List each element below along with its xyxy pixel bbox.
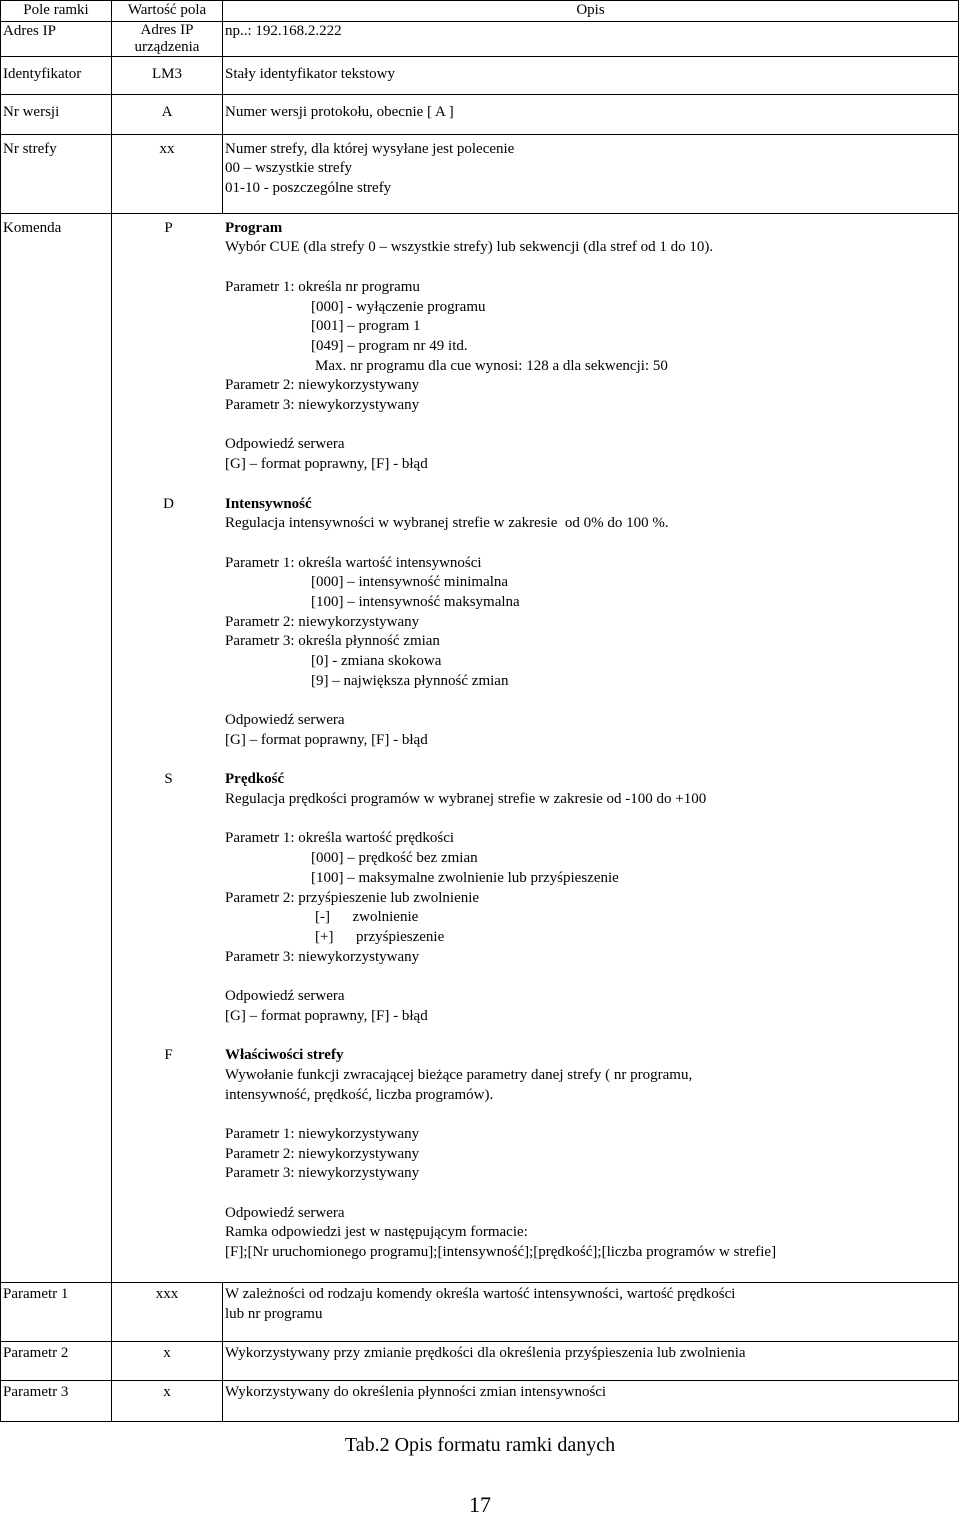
table-row-command (1, 213, 959, 1283)
desc-line: [G] – format poprawny, [F] - błąd (225, 456, 428, 473)
command-s (112, 770, 958, 1046)
row-value: xxx (112, 1283, 223, 1342)
row-description: Stały identyfikator tekstowy (223, 56, 959, 94)
row-field: Nr wersji (1, 94, 112, 134)
row-value: LM3 (112, 56, 223, 94)
table-row (1, 1381, 959, 1422)
command-p (112, 219, 958, 495)
desc-line: Odpowiedź serwera (225, 436, 345, 453)
spacer (225, 967, 958, 987)
desc-line: Wybór CUE (dla strefy 0 – wszystkie strefy) lub sekwencji (dla stref od 1 do 10). (225, 239, 714, 256)
table-row (1, 134, 959, 213)
spacer (225, 416, 958, 436)
row-value: Adres IP urządzenia (112, 21, 223, 56)
desc-line: Regulacja prędkości programów w wybranej strefie w zakresie od -100 do +100 (225, 791, 707, 807)
desc-line: Parametr 1: określa wartość intensywności (225, 554, 482, 571)
row-value: A (112, 94, 223, 134)
spacer (225, 1026, 958, 1046)
spacer (225, 1184, 958, 1204)
desc-line: Wywołanie funkcji zwracającej bieżące parametry danej strefy ( nr programu, (225, 1066, 693, 1083)
desc-line: Parametr 3: niewykorzystywany (225, 948, 420, 965)
table-row (1, 56, 959, 94)
spacer (225, 475, 958, 495)
desc-line: Max. nr programu dla cue wynosi: 128 a dla sekwencji: 50 (315, 357, 668, 374)
table-row (1, 21, 959, 56)
desc-line: Parametr 2: niewykorzystywany (225, 613, 420, 630)
desc-line: Parametr 2: przyśpieszenie lub zwolnienie (225, 889, 480, 906)
command-key: F (164, 1047, 173, 1064)
table-row (1, 94, 959, 134)
row-value: x (112, 1342, 223, 1381)
row-description: Wykorzystywany do określenia płynności zmian intensywności (223, 1381, 959, 1422)
command-key: P (164, 219, 173, 236)
command-key: S (164, 771, 173, 788)
row-field: Identyfikator (1, 56, 112, 94)
spacer (225, 1105, 958, 1125)
table-caption: Tab.2 Opis formatu ramki danych (344, 1434, 616, 1456)
command-d (112, 495, 958, 771)
desc-line: Parametr 3: niewykorzystywany (225, 397, 420, 414)
command-title: Program (225, 219, 283, 236)
desc-line: [F];[Nr uruchomionego programu];[intensywność];[prędkość];[liczba programów w strefie] (225, 1244, 777, 1261)
desc-line: Ramka odpowiedzi jest w następującym formacie: (225, 1224, 528, 1241)
header-value: Wartość pola (112, 1, 223, 22)
command-p-description (225, 219, 958, 495)
spacer (225, 258, 958, 278)
desc-line: Parametr 1: niewykorzystywany (225, 1125, 420, 1142)
desc-line: Parametr 1: określa wartość prędkości (225, 830, 455, 847)
row-value: xx (112, 134, 223, 213)
spacer (225, 692, 958, 712)
command-title: Prędkość (225, 771, 285, 788)
header-description: Opis (223, 1, 959, 22)
spacer (225, 751, 958, 771)
row-field: Komenda (1, 213, 112, 1283)
table-row (1, 1342, 959, 1381)
zone-line: 00 – wszystkie strefy (225, 160, 353, 177)
page-number: 17 (469, 1492, 491, 1517)
command-d-description (225, 495, 958, 771)
desc-line: Odpowiedź serwera (225, 712, 345, 729)
row-field: Nr strefy (1, 134, 112, 213)
desc-line: [000] – intensywność minimalna (311, 574, 509, 591)
command-s-description (225, 770, 958, 1046)
spacer (225, 810, 958, 830)
desc-line: Parametr 3: określa płynność zmian (225, 633, 440, 650)
row-description (223, 1283, 959, 1342)
command-title: Właściwości strefy (225, 1047, 344, 1064)
desc-line: Regulacja intensywności w wybranej strefie w zakresie od 0% do 100 %. (225, 515, 669, 532)
desc-line: [G] – format poprawny, [F] - błąd (225, 1007, 428, 1024)
desc-line: Parametr 3: niewykorzystywany (225, 1165, 420, 1182)
command-f-description (225, 1046, 958, 1282)
desc-line: [-] zwolnienie (315, 909, 419, 926)
desc-line: [001] – program 1 (311, 318, 421, 335)
desc-line: [+] przyśpieszenie (315, 928, 445, 945)
desc-line: [100] – maksymalne zwolnienie lub przyśpieszenie (311, 869, 619, 886)
desc-line: Parametr 1: określa nr programu (225, 278, 420, 295)
desc-line: intensywność, prędkość, liczba programów). (225, 1086, 494, 1103)
row-description: Wykorzystywany przy zmianie prędkości dla określenia przyśpieszenia lub zwolnienia (223, 1342, 959, 1381)
command-title: Intensywność (225, 495, 312, 512)
spacer (225, 1263, 958, 1283)
desc-line: [049] – program nr 49 itd. (311, 337, 468, 354)
desc-line: Odpowiedź serwera (225, 1204, 345, 1221)
zone-line: 01-10 - poszczególne strefy (225, 180, 392, 197)
row-field: Parametr 3 (1, 1381, 112, 1422)
desc-line: [G] – format poprawny, [F] - błąd (225, 731, 428, 748)
table-row (1, 1283, 959, 1342)
desc-line: [000] – prędkość bez zmian (311, 850, 478, 867)
command-key: D (163, 495, 174, 512)
table-header-row (1, 1, 959, 22)
desc-line: [9] – największa płynność zmian (311, 672, 509, 689)
desc-line: Parametr 2: niewykorzystywany (225, 377, 420, 394)
desc-line: [0] - zmiana skokowa (311, 653, 442, 670)
spacer (225, 534, 958, 554)
desc-line: [000] - wyłączenie programu (311, 298, 486, 315)
row-value: x (112, 1381, 223, 1422)
row-field: Parametr 2 (1, 1342, 112, 1381)
row-description (223, 134, 959, 213)
desc-line: W zależności od rodzaju komendy określa wartość intensywności, wartość prędkości (225, 1286, 736, 1303)
desc-line: Odpowiedź serwera (225, 988, 345, 1004)
command-f (112, 1046, 958, 1282)
desc-line: [100] – intensywność maksymalna (311, 594, 520, 610)
row-field: Adres IP (1, 21, 112, 56)
header-field: Pole ramki (1, 1, 112, 22)
desc-line: lub nr programu (225, 1306, 323, 1323)
row-description: np..: 192.168.2.222 (223, 21, 959, 56)
desc-line: Parametr 2: niewykorzystywany (225, 1145, 420, 1162)
command-cell (112, 213, 959, 1283)
row-description: Numer wersji protokołu, obecnie [ A ] (223, 94, 959, 134)
zone-line: Numer strefy, dla której wysyłane jest polecenie (225, 140, 515, 157)
row-field: Parametr 1 (1, 1283, 112, 1342)
